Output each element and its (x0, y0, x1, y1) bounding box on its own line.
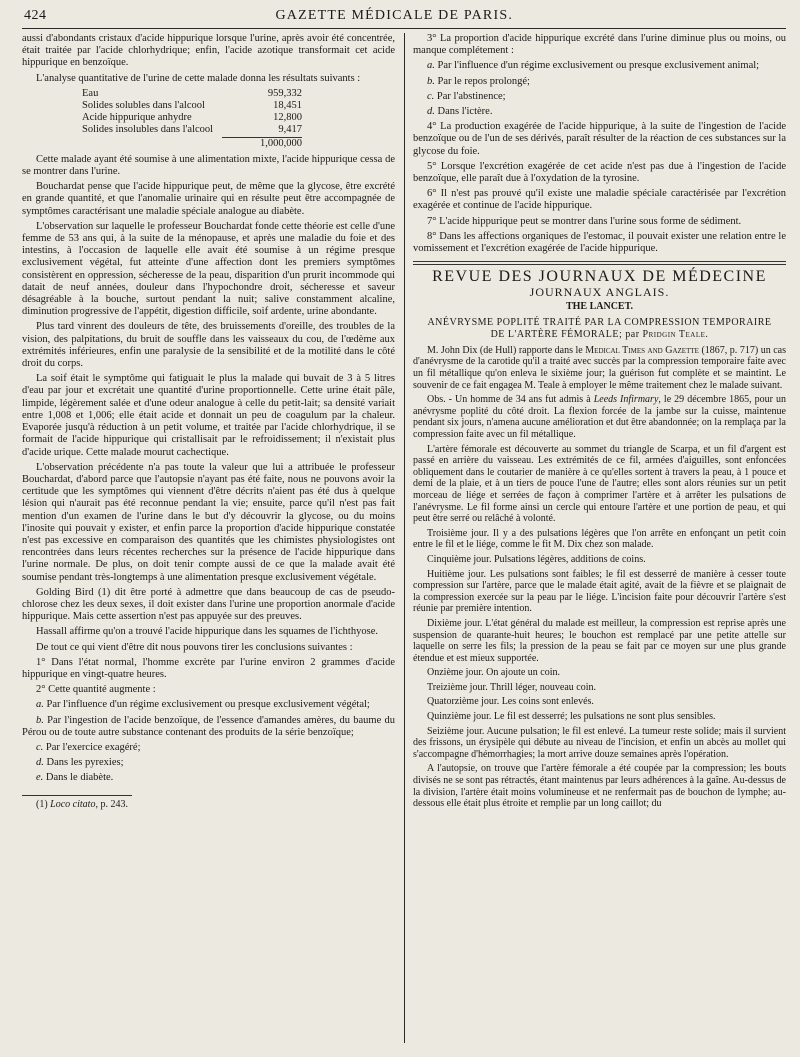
analysis-value: 9,417 (278, 124, 302, 136)
paragraph: Quatorzième jour. Les coins sont enlevés. (427, 696, 594, 708)
paragraph: M. John Dix (de Hull) rapporte dans le Medical Times and Gazette (1867, p. 717) un cas d'anévrysme de la carotide qu'il a traité avec succès par la compression temporaire faite avec un fil métallique qu'on enleva le sixième jour; la guérison fut complète et se maintint. Le souvenir de ce fait engagea M. Teale à employer le même traitement chez le malade suivant. (413, 344, 786, 391)
paragraph: Troisième jour. Il y a des pulsations légères que l'on arrête en enfonçant un petit coin entre le fil et le liége, comme le fit M. Dix chez son malade. (413, 527, 786, 551)
analysis-value: 959,332 (267, 87, 302, 99)
conclusion-subitem: c. Par l'abstinence; (427, 90, 506, 102)
paragraph: Cinquième jour. Pulsations légères, additions de coins. (427, 553, 646, 565)
journal-name: THE LANCET. (565, 300, 634, 312)
paragraph: L'observation sur laquelle le professeur Bouchardat fonde cette théorie est celle d'une femme de 53 ans qui, à la suite de la ménopause, et après une maladie du foie et des intestins, à l'occasion de laquelle elle avait été soumise à un régime presque exclusivement végétal, fut atteinte d'une affection dont les premiers symptômes consistèrent en oppression, sécheresse de la peau, disparition d'un prurit incommode qui datait de neuf années, douleur dans l'hypochondre droit, sécheresse et saveur désagréable à la bouche, surtout pendant la nuit; salive constamment alcaline, diminution progressive de l'appétit, digestion difficile, soif ardente, urine abondante. (22, 220, 395, 318)
paragraph: Onzième jour. On ajoute un coin. (427, 667, 561, 679)
paragraph: Golding Bird (1) dit être porté à admettre que dans beaucoup de cas de pseudo-chlorose chez les deux sexes, il doit exister dans l'urine une proportion anormale d'acide hippurique. Mais cette assertion n'est pas appuyée sur des preuves. (22, 586, 395, 623)
conclusion-item: 1° Dans l'état normal, l'homme excrète par l'urine environ 2 grammes d'acide hippurique en vingt-quatre heures. (22, 656, 395, 680)
footnote: (1) Loco citato, p. 243. (36, 798, 128, 810)
conclusion-subitem: b. Par l'ingestion de l'acide benzoïque, de l'essence d'amandes amères, du baume du Pérou ou de toute autre substance contenant des produits de la série benzoïque; (22, 714, 395, 738)
paragraph: De tout ce qui vient d'être dit nous pouvons tirer les conclusions suivantes : (36, 641, 353, 653)
article-title: ANÉVRYSME POPLITÉ TRAITÉ PAR LA COMPRESSION TEMPORAIRE DE L'ARTÈRE FÉMORALE; par Pridgin Teale. (427, 316, 772, 340)
conclusion-item: 6° Il n'est pas prouvé qu'il existe une maladie spéciale caractérisée par l'excrétion exagérée et continue de l'acide hippurique. (413, 188, 786, 212)
conclusion-subitem: e. Dans le diabète. (36, 772, 114, 784)
conclusion-item: 2° Cette quantité augmente : (36, 684, 156, 696)
paragraph: aussi d'abondants cristaux d'acide hippurique lorsque l'urine, après avoir été concentrée, était traitée par l'acide chlorhydrique; enfin, l'acide azotique transformait cet acide hippurique en benzoïque. (22, 33, 395, 69)
paragraph: Treizième jour. Thrill léger, nouveau coin. (427, 681, 597, 693)
page-number: 424 (24, 8, 47, 23)
article-author: Pridgin Teale. (642, 328, 709, 340)
paragraph: Seizième jour. Aucune pulsation; le fil est enlevé. La tumeur reste solide; mais il survient des frissons, un érysipèle qui débute au niveau de l'incision, et enfin un abcès au mollet qui s'accompagne d'hémorrhagies; la mort arrive douze semaines après l'opération. (413, 725, 786, 760)
paragraph: Dixième jour. L'état général du malade est meilleur, la compression est reprise après une suspension de quarante-huit heures; le bouchon est remplacé par une petite attelle sur laquelle on serre les fils; la pression de la peau se fait par ce moyen sur une plus grande étendue et est mieux supportée. (413, 617, 786, 664)
paragraph: Hassall affirme qu'on a trouvé l'acide hippurique dans les squames de l'ichthyose. (36, 626, 378, 638)
paragraph: L'artère fémorale est découverte au sommet du triangle de Scarpa, et un fil d'argent est passé en arrière du vaisseau. Les extrémités de ce fil, armées d'aiguilles, sont enfoncées obliquement dans le coutarier de manière à ce qu'elles sortent à travers la peau, à 1 pouce et demi de la plaie, et à un tiers de pouce l'une de l'autre; elles sont alors réunies sur un petit morceau de liége et serrées de façon à comprimer l'artère et à arrêter les pulsations de l'anévrysme. Le fil forme ainsi un cercle qui entoure l'artère et une portion de peau, et qui peut être serré ou relâché à volonté. (413, 443, 786, 525)
section-divider (413, 261, 786, 265)
paragraph: L'observation précédente n'a pas toute la valeur que lui a attribuée le professeur Bouchardat, d'abord parce que l'autopsie n'ayant pas été faite, nous ne pouvons avoir la certitude que les symptômes qui viennent d'être décrits n'aient pas été dus à quelque lésion qui n'aurait pas été reconnue pendant la vie; ensuite, parce qu'il n'est pas fait mention d'un examen de l'urine dans le but d'y découvrir la glycose, ou du moins l'inosite qui pouvait y exister, et enfin parce la proportion d'acide hippurique constatée n'est pas excessive en comparaison des quantités que les chimistes physiologistes ont rencontrées dans leurs récentes recherches sur la présence de l'acide hippurique dans l'urine normale. De plus, on doit tenir compte aussi de ce que la malade avait été soumise pendant très-longtemps à une alimentation presque exclusivement végétale. (22, 461, 395, 583)
paragraph: Plus tard vinrent des douleurs de tête, des bruissements d'oreille, des troubles de la vision, des palpitations, du bruit de souffle dans les vaisseaux du cou, de l'œdème aux extrémités inférieures, enfin une paralysie de la sensibilité et de la motilité dans le côté droit du corps. (22, 321, 395, 370)
analysis-row (82, 124, 302, 136)
conclusion-subitem: d. Dans l'ictère. (427, 106, 493, 118)
journal-title: GAZETTE MÉDICALE DE PARIS. (275, 8, 514, 23)
section-subtitle: JOURNAUX ANGLAIS. (529, 285, 670, 300)
two-column-body (22, 33, 786, 814)
paragraph: La soif était le symptôme qui fatiguait le plus la malade qui buvait de 3 à 5 litres d'eau par jour et excrétait une quantité d'urine proportionnelle. Cette urine était pâle, limpide, légèrement salée et d'une odeur analogue à celle du petit-lait; sa densité variait entre 1,008 et 1,006; elle était acide et donnait un peu de coagulum par la chaleur. Evaporée jusqu'à réduction à un petit volume, et traitée par l'acide chlorhydrique, il se formait de l'acide hippurique qui cristallisait par le refroidissement; il n'existait plus d'acide urique. Cette malade mourut cachectique. (22, 373, 395, 458)
section-title: REVUE DES JOURNAUX DE MÉDECINE (432, 268, 767, 286)
conclusion-subitem: b. Par le repos prolongé; (427, 75, 530, 87)
footnote-rule (22, 795, 132, 796)
conclusion-subitem: d. Dans les pyrexies; (36, 757, 124, 769)
conclusion-subitem: a. Par l'influence d'un régime exclusivement ou presque exclusivement animal; (427, 60, 760, 72)
conclusion-item: 5° Lorsque l'excrétion exagérée de cet acide n'est pas due à l'ingestion de l'acide benzoïque, elle paraît due à l'oxydation de la tyrosine. (413, 160, 786, 185)
analysis-label: Acide hippurique anhydre (82, 112, 192, 124)
left-column (22, 33, 403, 814)
right-column (403, 33, 786, 814)
conclusion-subitem: a. Par l'influence d'un régime exclusivement ou presque exclusivement végétal; (36, 699, 370, 711)
analysis-table (82, 88, 302, 150)
paragraph: Quinzième jour. Le fil est desserré; les pulsations ne sont plus sensibles. (427, 711, 716, 723)
conclusion-item: 8° Dans les affections organiques de l'estomac, il pouvait exister une relation entre le vomissement et l'excrétion exagérée de l'acide hippurique. (413, 230, 786, 255)
analysis-row (82, 88, 302, 100)
column-divider (404, 33, 405, 1043)
analysis-total: 1,000,000 (222, 137, 302, 150)
conclusion-item: 3° La proportion d'acide hippurique excrété dans l'urine diminue plus ou moins, ou manque complétement : (413, 33, 786, 57)
running-header (22, 8, 786, 29)
paragraph: Cette malade ayant été soumise à une alimentation mixte, l'acide hippurique cessa de se montrer dans l'urine. (22, 153, 395, 178)
analysis-label: Solides solubles dans l'alcool (82, 100, 205, 112)
analysis-label: Solides insolubles dans l'alcool (82, 124, 214, 136)
paragraph: Bouchardat pense que l'acide hippurique peut, de même que la glycose, être excrété en grande quantité, et que l'anomalie urinaire qui en résulte peut être accompagnée de symptômes caractérisant une maladie spéciale analogue au diabète. (22, 181, 395, 217)
analysis-row (82, 112, 302, 124)
analysis-row (82, 100, 302, 112)
paragraph: L'analyse quantitative de l'urine de cette malade donna les résultats suivants : (36, 72, 361, 84)
paragraph: A l'autopsie, on trouve que l'artère fémorale a été coupée par la compression; les bouts divisés ne se sont pas rétractés, étant maintenus par leurs adhérences à la gaîne. Au-dessus de la division, l'artère était moins volumineuse et ne renfermait pas de bouchon de lymphe; au-dessous elle était plus étroite et remplie par un long caillot; du (413, 763, 786, 810)
conclusion-subitem: c. Par l'exercice exagéré; (36, 741, 141, 753)
conclusion-item: 7° L'acide hippurique peut se montrer dans l'urine sous forme de sédiment. (427, 215, 742, 227)
analysis-label: Eau (82, 87, 99, 99)
conclusion-item: 4° La production exagérée de l'acide hippurique, à la suite de l'ingestion de l'acide benzoïque ou de l'un de ses dérivés, paraît résulter de la réaction de ces substances sur la glycose du foie. (413, 121, 786, 157)
paragraph: Huitième jour. Les pulsations sont faibles; le fil est desserré de manière à cesser toute compression sur l'artère, parce que le malade était agité, avait de la fièvre et se plaignait de la compression exercée sur la peau par le liége. L'incision faite pour découvrir l'artère s'est réunie par première intention. (413, 568, 786, 615)
analysis-value: 12,800 (273, 112, 302, 124)
analysis-value: 18,451 (273, 100, 302, 112)
observation: Obs. - Un homme de 34 ans fut admis à Leeds Infirmary, le 29 décembre 1865, pour un anévrysme poplité du côté droit. La flexion forcée de la jambe sur la cuisse, maintenue pendant six jours, n'amena aucune amélioration et dut être abandonnée; on la remplaça par la compression faite avec un fil métallique. (413, 394, 786, 441)
